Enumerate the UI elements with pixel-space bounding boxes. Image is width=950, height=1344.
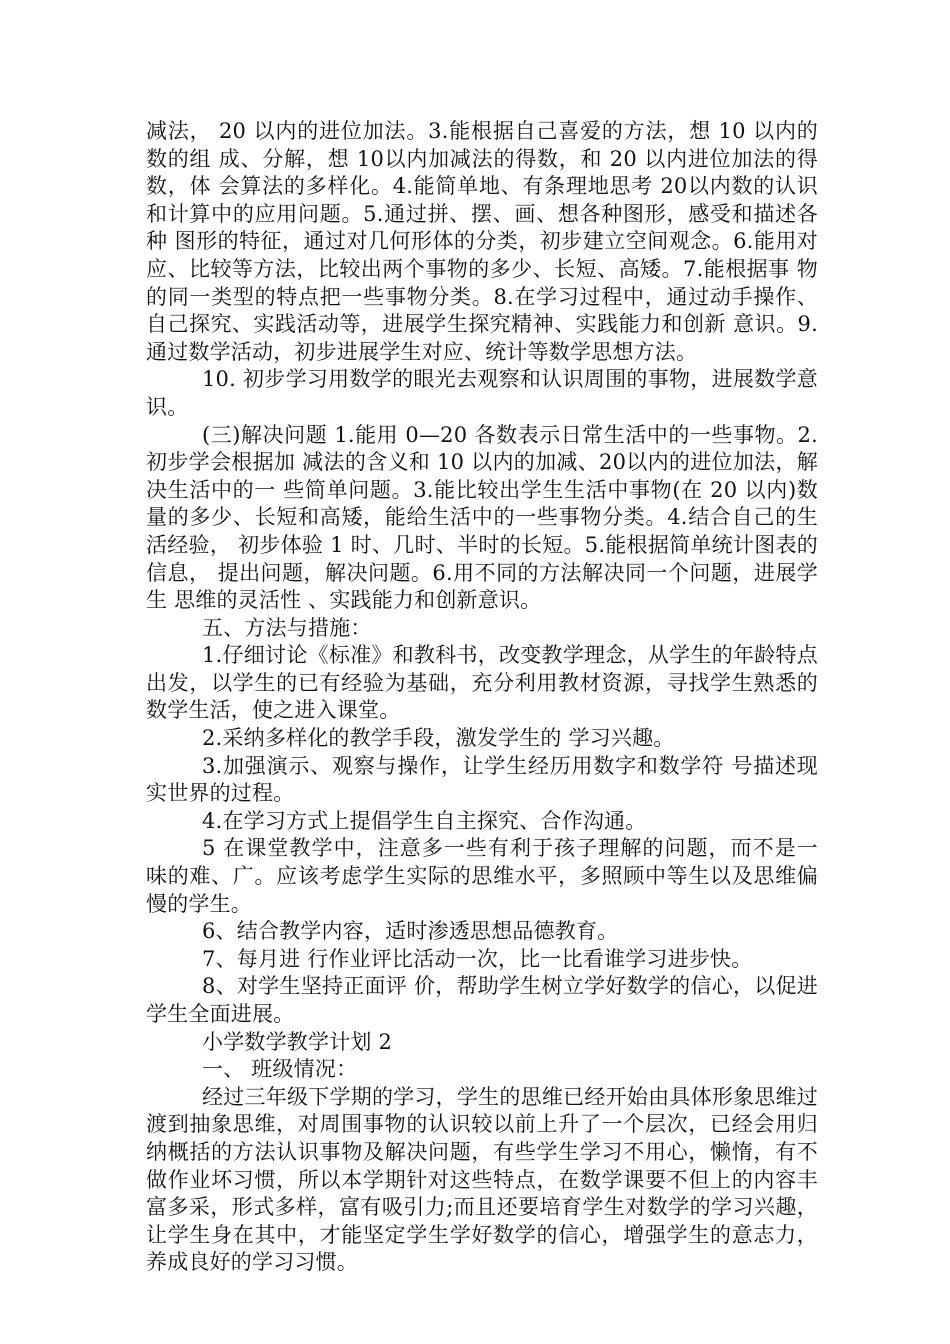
plan-2-title: 小学数学教学计划 2 [202,1029,393,1054]
paragraph-method-2: 2.采纳多样化的教学手段，激发学生的 学习兴趣。 [202,726,675,751]
paragraph-goal-10: 10. 初步学习用数学的眼光去观察和认识周围的事物，进展数学意 识。 [146,367,818,419]
paragraph-method-4: 4.在学习方式上提倡学生自主探究、合作沟通。 [202,808,647,833]
paragraph-method-6: 6、结合教学内容，适时渗透思想品德教育。 [202,919,619,944]
paragraph-method-7: 7、每月进 行作业评比活动一次，比一比看谁学习进步快。 [202,946,753,971]
paragraph-problem-solving: (三)解决问题 1.能用 0—20 各数表示日常生活中的一些事物。2.初步学会根据加 减法的含义和 10 以内的加减、20以内的进位加法，解决生活中的一 些简单问题。3.能比较出学生生活中事物(在 20 以内)数量的多少、长短和高矮，能给生活中的一些事物分类。4.结合自己的生活经验， 初步体验 1 时、几时、半时的长短。5.能根据简单统计图表的信息， 提出问题，解决问题。6.用不同的方法解决同一个问题，进展学生 思维的灵活性 、实践能力和创新意识。 [146,422,818,613]
paragraph-continued-goals: 减法， 20 以内的进位加法。3.能根据自己喜爱的方法，想 10 以内的数的组 成、分解，想 10以内加减法的得数，和 20 以内进位加法的得数，体 会算法的多样化。4.能简单地、有条理地思考 20以内数的认识和计算中的应用问题。5.通过拼、摆、画、想各种图形，感受和描述各种 图形的特征，通过对几何形体的分类，初步建立空间观念。6.能用对应、比较等方法，比较出两个事物的多少、长短、高矮。7.能根据事 物的同一类型的特点把一些事物分类。8.在学习过程中，通过动手操作、自己探究、实践活动等，进展学生探究精神、实践能力和创新 意识。9.通过数学活动，初步进展学生对应、统计等数学思想方法。 [146,119,818,364]
section-heading-class-situation: 一、 班级情况： [202,1057,358,1082]
paragraph-method-8: 8、对学生坚持正面评 价，帮助学生树立学好数学的信心，以促进学生全面进展。 [146,974,818,1026]
document-body [146,118,818,1277]
section-heading-methods: 五、方法与措施： [202,615,372,640]
paragraph-method-3: 3.加强演示、观察与操作，让学生经历用数字和数学符 号描述现实世界的过程。 [146,753,818,806]
paragraph-class-situation: 经过三年级下学期的学习，学生的思维已经开始由具体形象思维过渡到抽象思维，对周围事物的认识较以前上升了一个层次，已经会用归纳概括的方法认识事物及解决问题，有些学生学习不用心，懒惰，有不做作业坏习惯，所以本学期针对这些特点，在数学课要不但上的内容丰富多采，形式多样，富有吸引力;而且还要培育学生对数学的学习兴趣，让学生身在其中，才能坚定学生学好数学的信心，增强学生的意志力，养成良好的学习习惯。 [146,1084,818,1275]
paragraph-method-5: 5 在课堂教学中，注意多一些有利于孩子理解的问题，而不是一 味的难、广。应该考虑学生实际的思维水平，多照顾中等生以及思维偏慢的学生。 [146,836,818,916]
paragraph-method-1: 1.仔细讨论《标准》和教科书，改变教学理念，从学生的年龄特点 出发，以学生的已有经验为基础，充分利用教材资源，寻找学生熟悉的数学生活，使之进入课堂。 [146,643,818,723]
